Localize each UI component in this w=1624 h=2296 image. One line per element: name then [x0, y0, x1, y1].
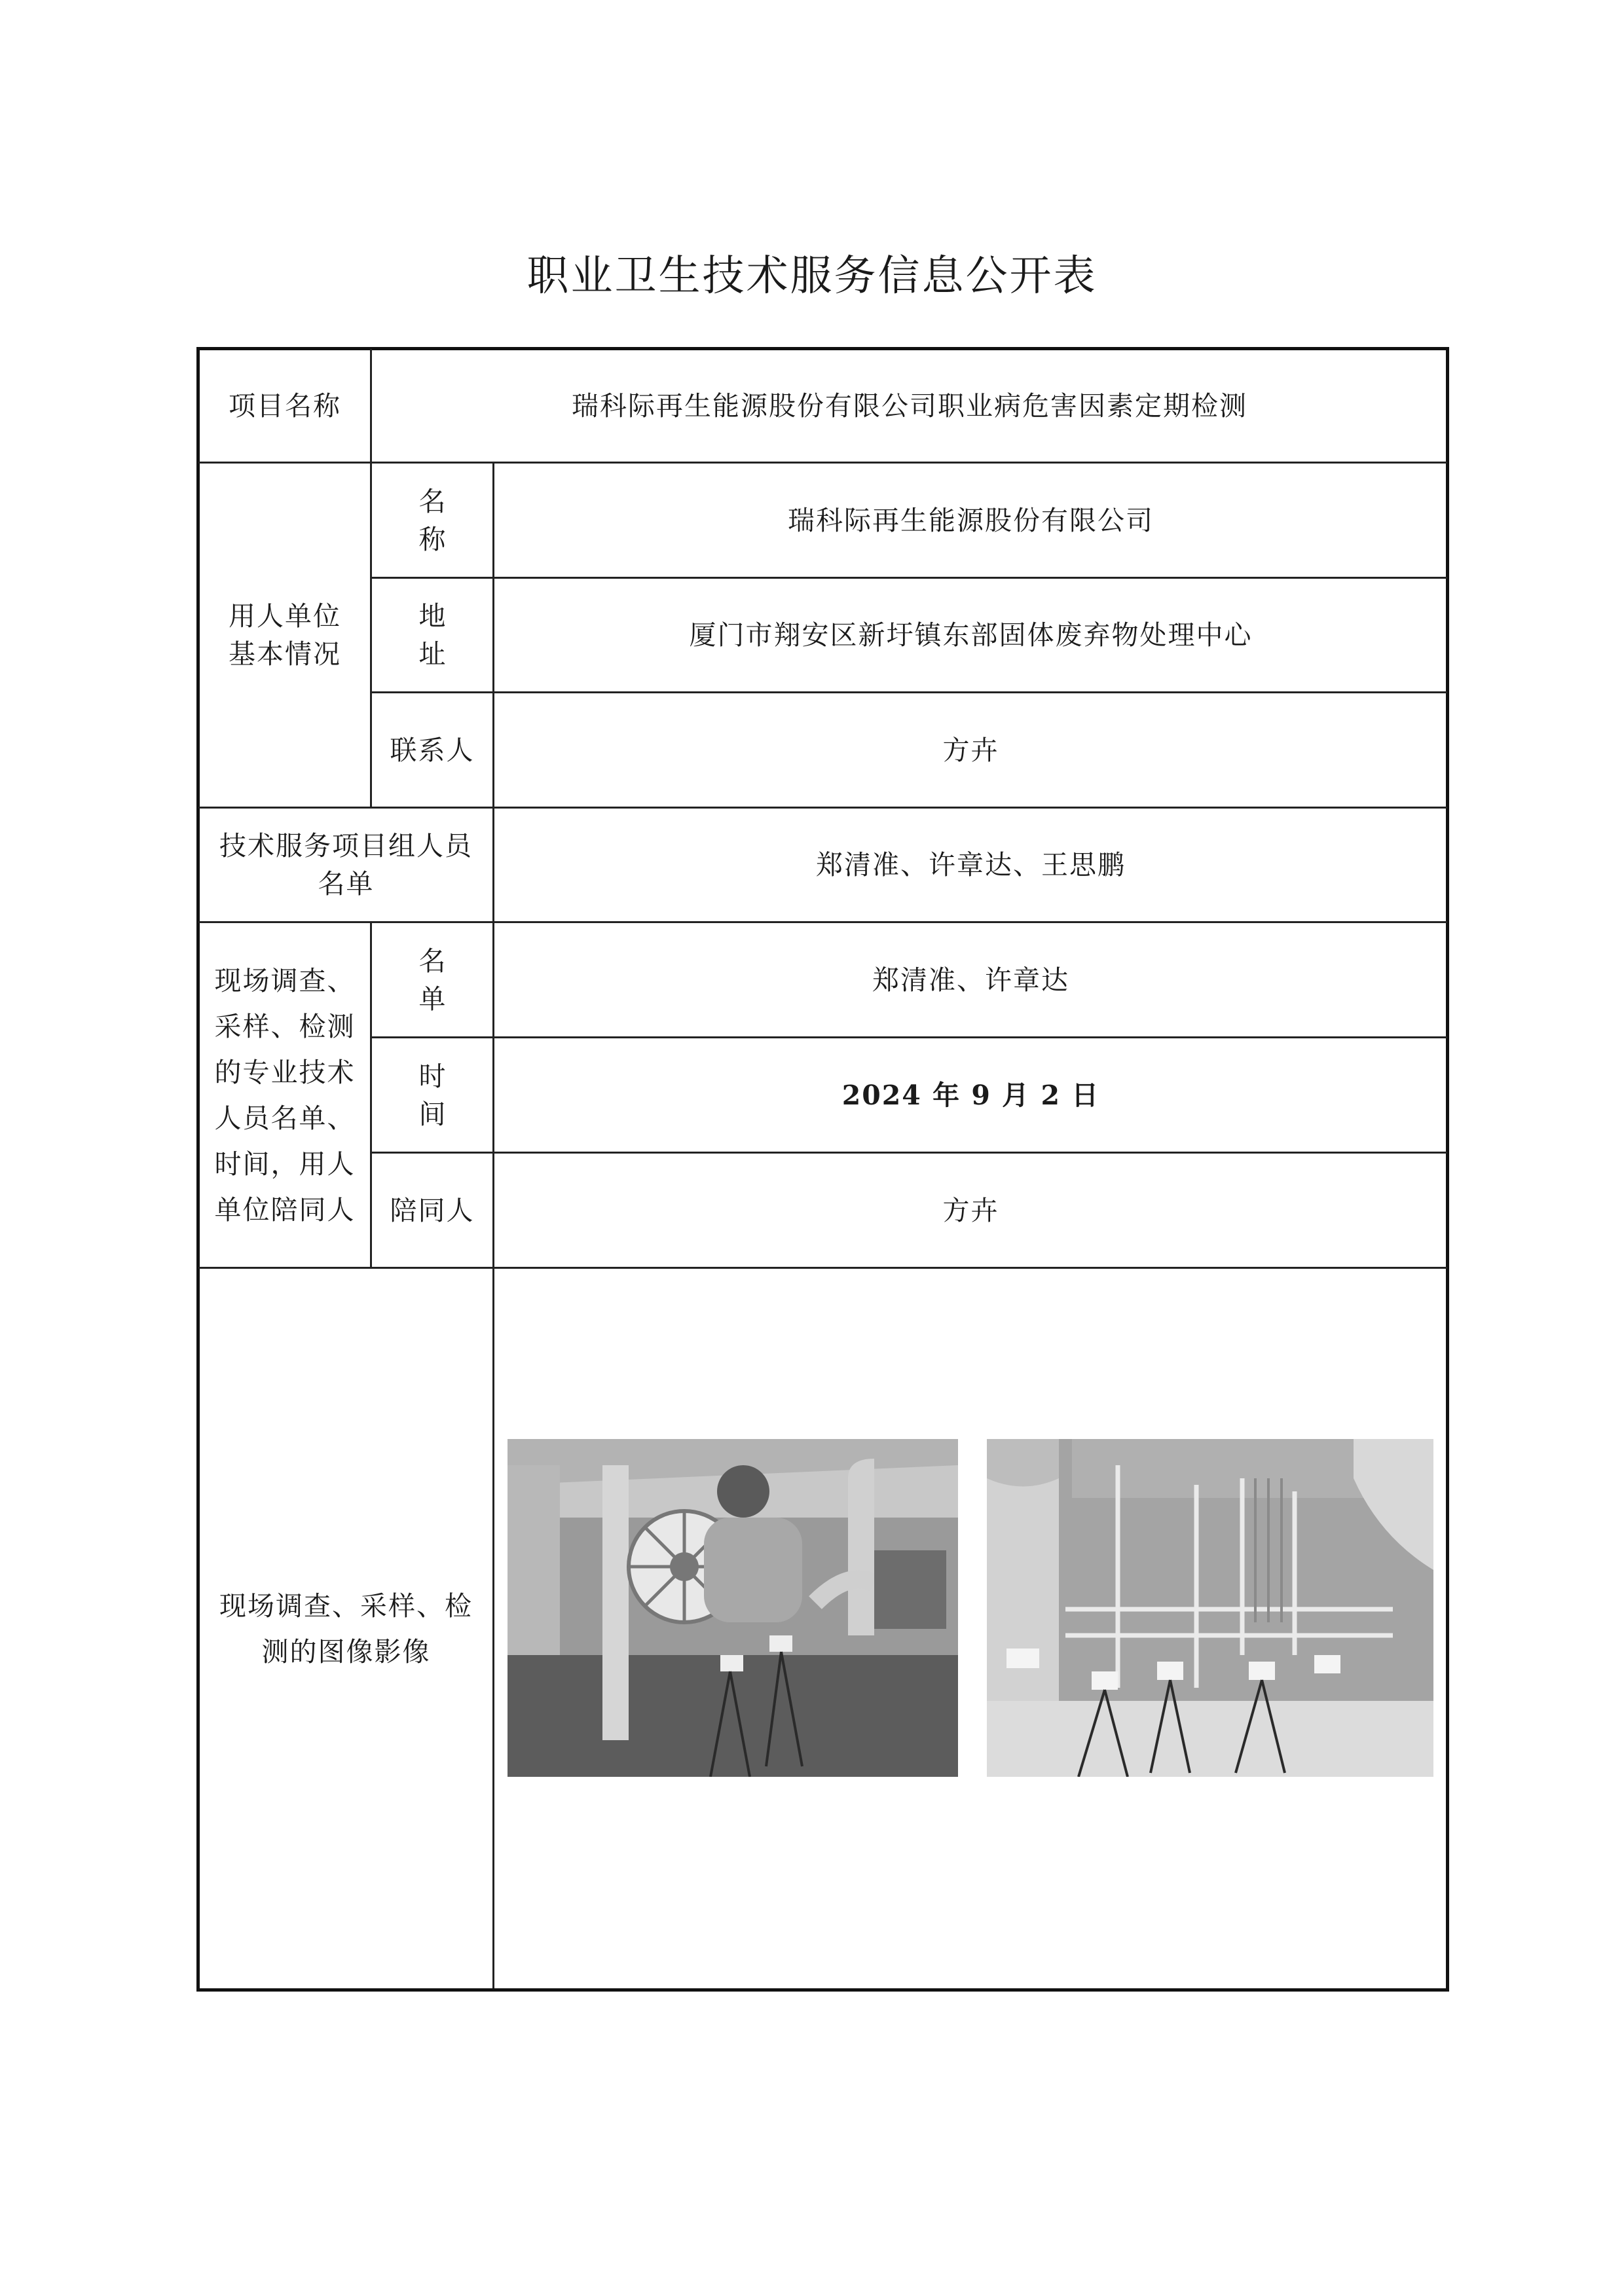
- employer-name-value: 瑞科际再生能源股份有限公司: [788, 504, 1154, 536]
- employer-info-label-text: 用人单位基本情况: [229, 600, 341, 670]
- employer-name-label: 名 称: [418, 485, 475, 555]
- survey-escort-label: 陪同人: [390, 1194, 475, 1226]
- survey-label: [200, 923, 370, 1267]
- survey-time-value: 2024 年 9 月 2 日: [841, 1079, 1100, 1111]
- survey-list-value: 郑清准、许章达: [872, 964, 1069, 996]
- photo-site-equipment-2-icon: [987, 1439, 1433, 1777]
- employer-address-label: 地 址: [418, 600, 475, 670]
- survey-label-text: 现场调查、采样、检测的专业技术人员名单、时间，用人单位陪同人: [214, 964, 356, 1226]
- images-label-text: 现场调查、采样、检测的图像影像: [219, 1590, 473, 1667]
- employer-info-label: [200, 464, 370, 807]
- employer-contact-value: 方卉: [942, 734, 999, 766]
- employer-address-value: 厦门市翔安区新圩镇东部固体废弃物处理中心: [689, 619, 1253, 651]
- survey-list-label: 名 单: [418, 945, 475, 1015]
- team-label-text: 技术服务项目组人员名单: [219, 830, 473, 900]
- photo-site-equipment-1-icon: [507, 1439, 958, 1777]
- survey-time-label: 时 间: [418, 1060, 475, 1130]
- team-label: [200, 809, 492, 921]
- site-photo-2: [987, 1439, 1433, 1777]
- images-label: [200, 1269, 492, 1988]
- team-value: 郑清准、许章达、王思鹏: [816, 849, 1126, 881]
- employer-contact-label: 联系人: [390, 734, 475, 766]
- site-photo-1: [507, 1439, 958, 1777]
- page-title: 职业卫生技术服务信息公开表: [526, 252, 1098, 301]
- project-name-label: 项目名称: [229, 390, 341, 422]
- project-name-value: 瑞科际再生能源股份有限公司职业病危害因素定期检测: [572, 390, 1247, 422]
- col-divider: [492, 1267, 494, 1988]
- survey-escort-value: 方卉: [942, 1194, 999, 1226]
